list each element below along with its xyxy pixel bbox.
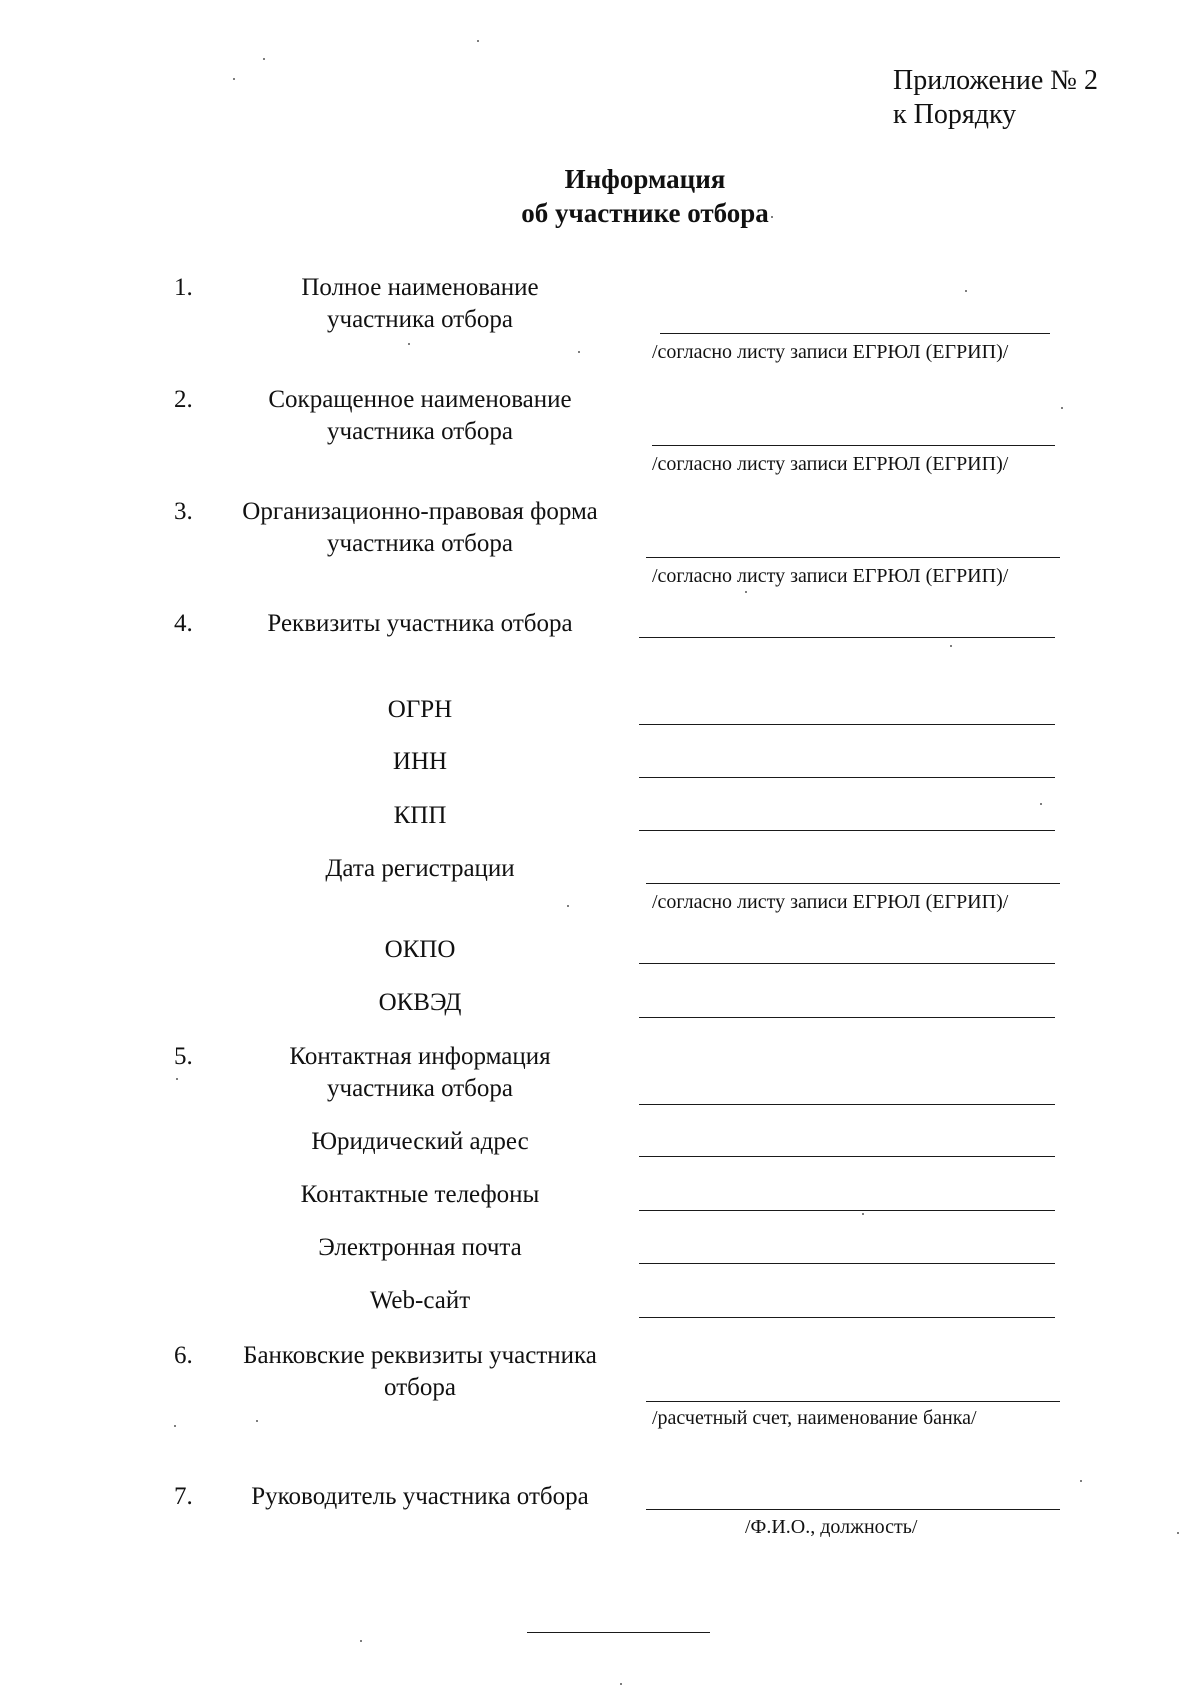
legal-address-fill-line[interactable] xyxy=(639,1156,1055,1157)
okpo-label: ОКПО xyxy=(384,936,456,963)
registration-date-label: Дата регистрации xyxy=(325,855,515,882)
item-7-hint: /Ф.И.О., должность/ xyxy=(745,1516,918,1538)
phones-fill-line[interactable] xyxy=(639,1210,1055,1211)
registration-date-hint: /согласно листу записи ЕГРЮЛ (ЕГРИП)/ xyxy=(652,891,1009,913)
item-4-fill-line[interactable] xyxy=(639,637,1055,638)
item-3-label-line1: Организационно-правовая форма xyxy=(242,498,598,525)
scan-speck xyxy=(477,40,479,42)
item-1-number: 1. xyxy=(174,274,193,301)
item-2-number: 2. xyxy=(174,386,193,413)
scan-speck xyxy=(174,1425,176,1427)
footer-separator xyxy=(527,1632,710,1633)
item-2-label-line1: Сокращенное наименование xyxy=(268,386,572,413)
item-5-number: 5. xyxy=(174,1043,193,1070)
item-1-hint: /согласно листу записи ЕГРЮЛ (ЕГРИП)/ xyxy=(652,341,1009,363)
ogrn-label: ОГРН xyxy=(387,696,453,723)
item-4-label: Реквизиты участника отбора xyxy=(267,610,573,637)
item-6-label-line1: Банковские реквизиты участника xyxy=(243,1342,597,1369)
item-3-number: 3. xyxy=(174,498,193,525)
okved-fill-line[interactable] xyxy=(639,1017,1055,1018)
scan-speck xyxy=(1061,407,1063,409)
appendix-reference xyxy=(893,64,1098,132)
scan-speck xyxy=(263,58,265,60)
email-label: Электронная почта xyxy=(318,1234,522,1261)
item-2-fill-line[interactable] xyxy=(652,445,1055,446)
item-1-fill-line[interactable] xyxy=(660,333,1050,334)
registration-date-fill-line[interactable] xyxy=(646,883,1060,884)
item-2-label-line2: участника отбора xyxy=(327,418,513,445)
scan-speck xyxy=(1177,1532,1179,1534)
okved-label: ОКВЭД xyxy=(378,989,462,1016)
inn-label: ИНН xyxy=(392,748,448,775)
okpo-fill-line[interactable] xyxy=(639,963,1055,964)
scan-speck xyxy=(745,591,747,593)
website-label: Web-сайт xyxy=(369,1287,471,1314)
document-title: Информация xyxy=(564,164,726,194)
kpp-label: КПП xyxy=(393,802,447,829)
scan-speck xyxy=(1080,1480,1082,1482)
website-fill-line[interactable] xyxy=(639,1317,1055,1318)
item-5-fill-line[interactable] xyxy=(639,1104,1055,1105)
item-1-label-line2: участника отбора xyxy=(327,306,513,333)
item-7-label: Руководитель участника отбора xyxy=(251,1483,589,1510)
item-6-number: 6. xyxy=(174,1342,193,1369)
item-7-fill-line[interactable] xyxy=(646,1509,1060,1510)
item-2-hint: /согласно листу записи ЕГРЮЛ (ЕГРИП)/ xyxy=(652,453,1009,475)
item-4-number: 4. xyxy=(174,610,193,637)
scan-speck xyxy=(176,1078,178,1080)
kpp-fill-line[interactable] xyxy=(639,830,1055,831)
item-3-fill-line[interactable] xyxy=(646,557,1060,558)
item-3-hint: /согласно листу записи ЕГРЮЛ (ЕГРИП)/ xyxy=(652,565,1009,587)
item-5-label-line2: участника отбора xyxy=(327,1075,513,1102)
legal-address-label: Юридический адрес xyxy=(311,1128,529,1155)
scan-speck xyxy=(360,1640,362,1642)
item-7-number: 7. xyxy=(174,1483,193,1510)
item-6-hint: /расчетный счет, наименование банка/ xyxy=(652,1407,977,1429)
scan-speck xyxy=(620,1683,622,1685)
ogrn-fill-line[interactable] xyxy=(639,724,1055,725)
scan-speck xyxy=(578,351,580,353)
appendix-order-ref: к Порядку xyxy=(893,99,1017,130)
item-3-label-line2: участника отбора xyxy=(327,530,513,557)
scan-speck xyxy=(1040,803,1042,805)
item-1-label-line1: Полное наименование xyxy=(301,274,539,301)
scan-speck xyxy=(862,1213,864,1215)
appendix-number: Приложение № 2 xyxy=(893,65,1098,96)
scan-speck xyxy=(567,905,569,907)
scan-speck xyxy=(256,1420,258,1422)
scan-speck xyxy=(233,78,235,80)
item-5-label-line1: Контактная информация xyxy=(289,1043,551,1070)
scan-speck xyxy=(408,343,410,345)
scan-speck xyxy=(965,290,967,292)
phones-label: Контактные телефоны xyxy=(300,1181,540,1208)
scan-speck xyxy=(950,645,952,647)
document-subtitle: об участнике отбора xyxy=(521,198,769,228)
scan-speck xyxy=(771,216,773,218)
item-6-fill-line[interactable] xyxy=(646,1401,1060,1402)
item-6-label-line2: отбора xyxy=(384,1374,456,1401)
inn-fill-line[interactable] xyxy=(639,777,1055,778)
email-fill-line[interactable] xyxy=(639,1263,1055,1264)
